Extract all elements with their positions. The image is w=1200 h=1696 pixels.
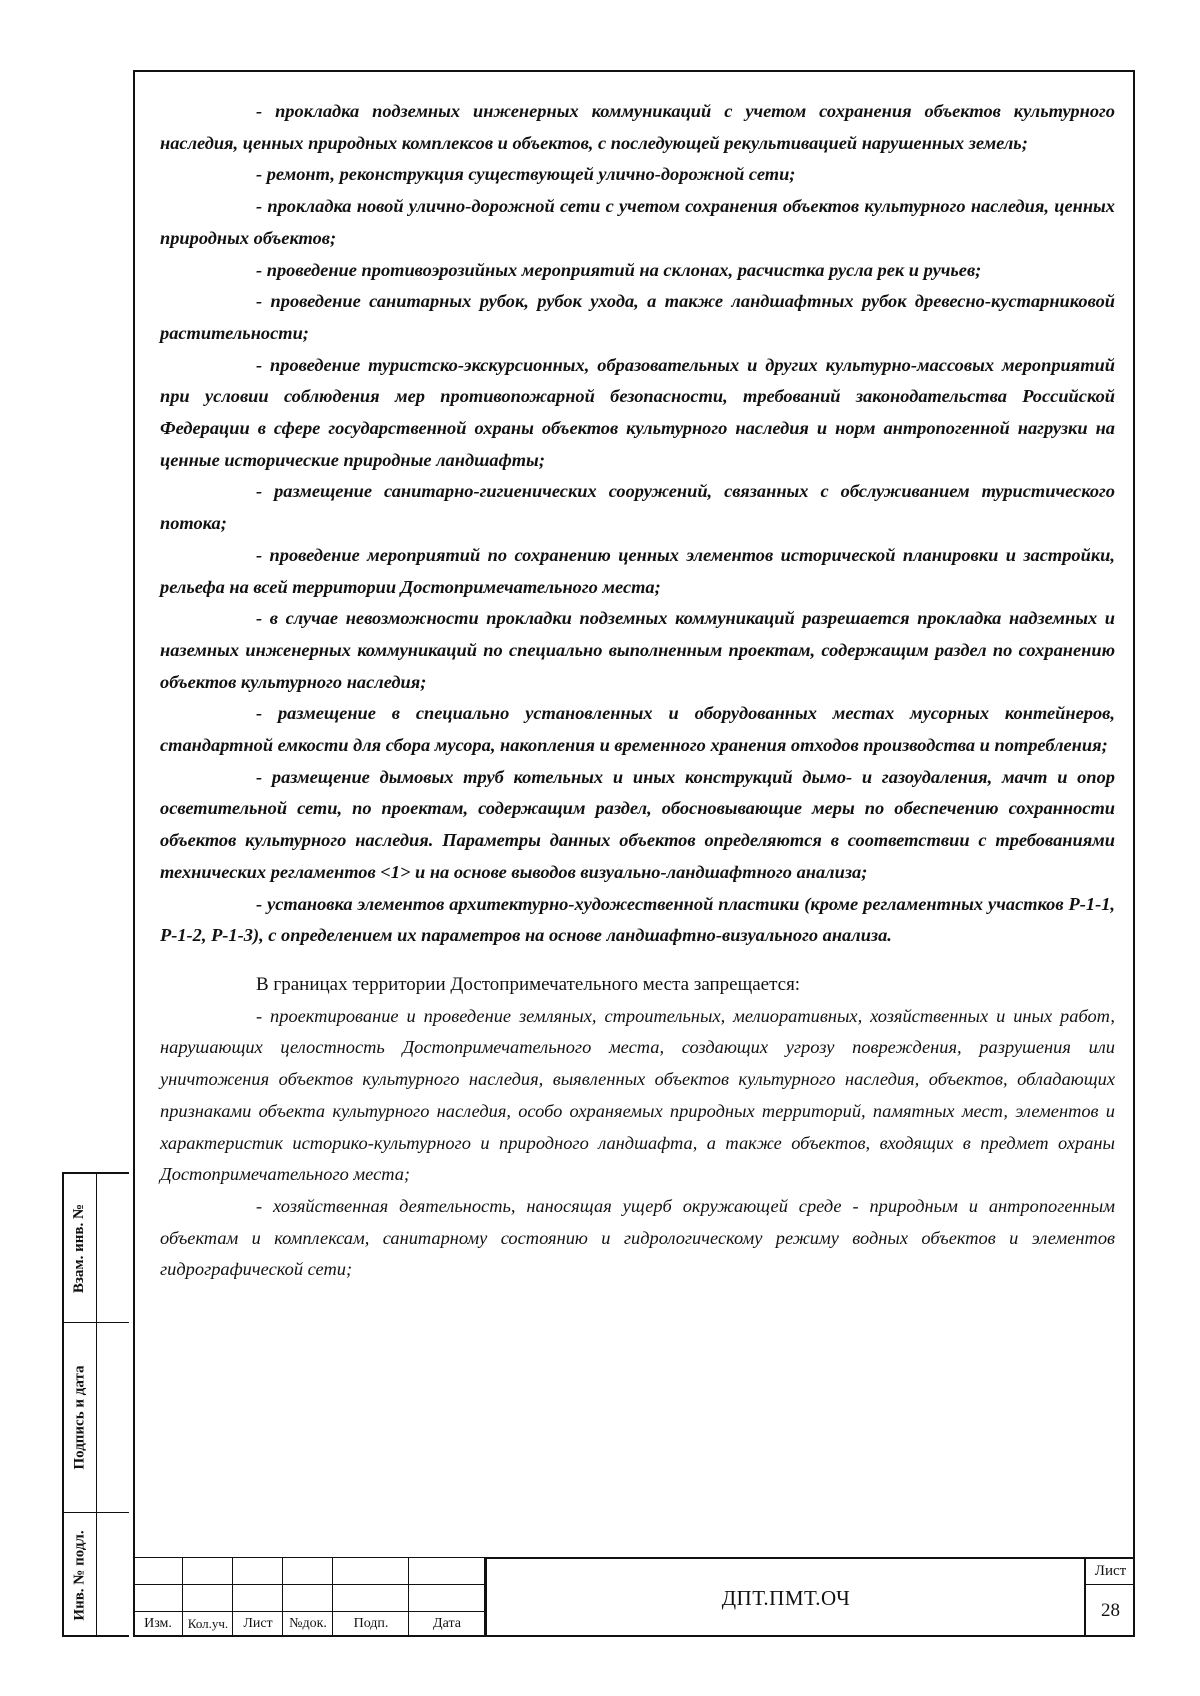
paragraph: - проведение мероприятий по сохранению ценных элементов исторической планировки и застройки, рельефа на всей территории Достопримечательного места;: [160, 544, 1115, 597]
paragraph: - размещение дымовых труб котельных и иных конструкций дымо- и газоудаления, мачт и опор осветительной сети, по проектам, содержащим раздел, обосновывающие меры по обеспечению сохранности объектов культурного наследия. Параметры данных объектов определяются в соответствии с требованиями технических регламентов <1> и на основе выводов визуально-ландшафтного анализа;: [160, 766, 1115, 882]
column-label: Дата: [433, 1616, 461, 1631]
column-label: №док.: [289, 1616, 327, 1631]
title-block: [133, 1557, 1135, 1637]
paragraph: - прокладка подземных инженерных коммуникаций с учетом сохранения объектов культурного наследия, ценных природных комплексов и объектов, с последующей рекультивацией нарушенных земель;: [160, 101, 1115, 153]
paragraph: - установка элементов архитектурно-художественной пластики (кроме регламентных участков Р-1-1, Р-1-2, Р-1-3), с определением их параметров на основе ландшафтно-визуального анализа.: [160, 893, 1115, 946]
divider: [96, 1174, 97, 1635]
sheet-label: Лист: [1086, 1559, 1135, 1585]
sheet-box: [1084, 1557, 1135, 1637]
paragraph: - в случае невозможности прокладки подземных коммуникаций разрешается прокладка надземных и наземных инженерных коммуникаций по специально выполненным проектам, содержащим раздел по сохранению объектов культурного наследия;: [160, 608, 1115, 692]
revision-grid: [133, 1557, 485, 1637]
paragraph: - проведение противоэрозийных мероприятий на склонах, расчистка русла рек и ручьев;: [256, 259, 982, 280]
column-label: Лист: [243, 1616, 273, 1631]
document-code: ДПТ.ПМТ.ОЧ: [485, 1557, 1085, 1637]
stamp-label: Инв. № подл.: [71, 1530, 88, 1621]
sheet-number: 28: [1101, 1600, 1120, 1621]
paragraph: - проведение туристско-экскурсионных, образовательных и других культурно-массовых мероприятий при условии соблюдения мер противопожарной безопасности, требований законодательства Российской Федерации в сфере государственной охраны объектов культурного наследия и норм антропогенной нагрузки на ценные исторические природные ландшафты;: [160, 354, 1115, 470]
paragraph: - проектирование и проведение земляных, строительных, мелиоративных, хозяйственных и иных работ, нарушающих целостность Достопримечательного места, создающих угрозу повреждения, разрушения или уничтожения объектов культурного наследия, выявленных объектов культурного наследия, объектов, обладающих признаками объекта культурного наследия, особо охраняемых природных территорий, памятных мест, элементов и характеристик историко-культурного и природного ландшафта, а также объектов, входящих в предмет охраны Достопримечательного места;: [160, 1005, 1115, 1185]
stamp-label: Подпись и дата: [71, 1364, 88, 1470]
paragraph: - хозяйственная деятельность, наносящая ущерб окружающей среде - природным и антропогенным объектам и комплексам, санитарному состоянию и гидрологическому режиму водных объектов и элементов гидрографической сети;: [160, 1195, 1115, 1280]
paragraph: - прокладка новой улично-дорожной сети с учетом сохранения объектов культурного наследия, ценных природных объектов;: [160, 196, 1115, 248]
paragraph: - размещение санитарно-гигиенических сооружений, связанных с обслуживанием туристического потока;: [160, 481, 1115, 534]
stamp-label: Взам. инв. №: [71, 1203, 88, 1293]
document-body: [160, 96, 1115, 1286]
section-heading: В границах территории Достопримечательного места запрещается:: [256, 973, 801, 995]
paragraph: - ремонт, реконструкция существующей улично-дорожной сети;: [256, 164, 796, 185]
column-label: Кол.уч.: [187, 1616, 229, 1631]
column-label: Изм.: [144, 1616, 172, 1631]
paragraph: - проведение санитарных рубок, рубок ухода, а также ландшафтных рубок древесно-кустарниковой растительности;: [160, 291, 1115, 343]
margin-stamp: [62, 1172, 129, 1637]
paragraph: - размещение в специально установленных и оборудованных местах мусорных контейнеров, стандартной емкости для сбора мусора, накопления и временного хранения отходов производства и потребления;: [160, 703, 1115, 756]
column-label: Подп.: [353, 1616, 389, 1631]
